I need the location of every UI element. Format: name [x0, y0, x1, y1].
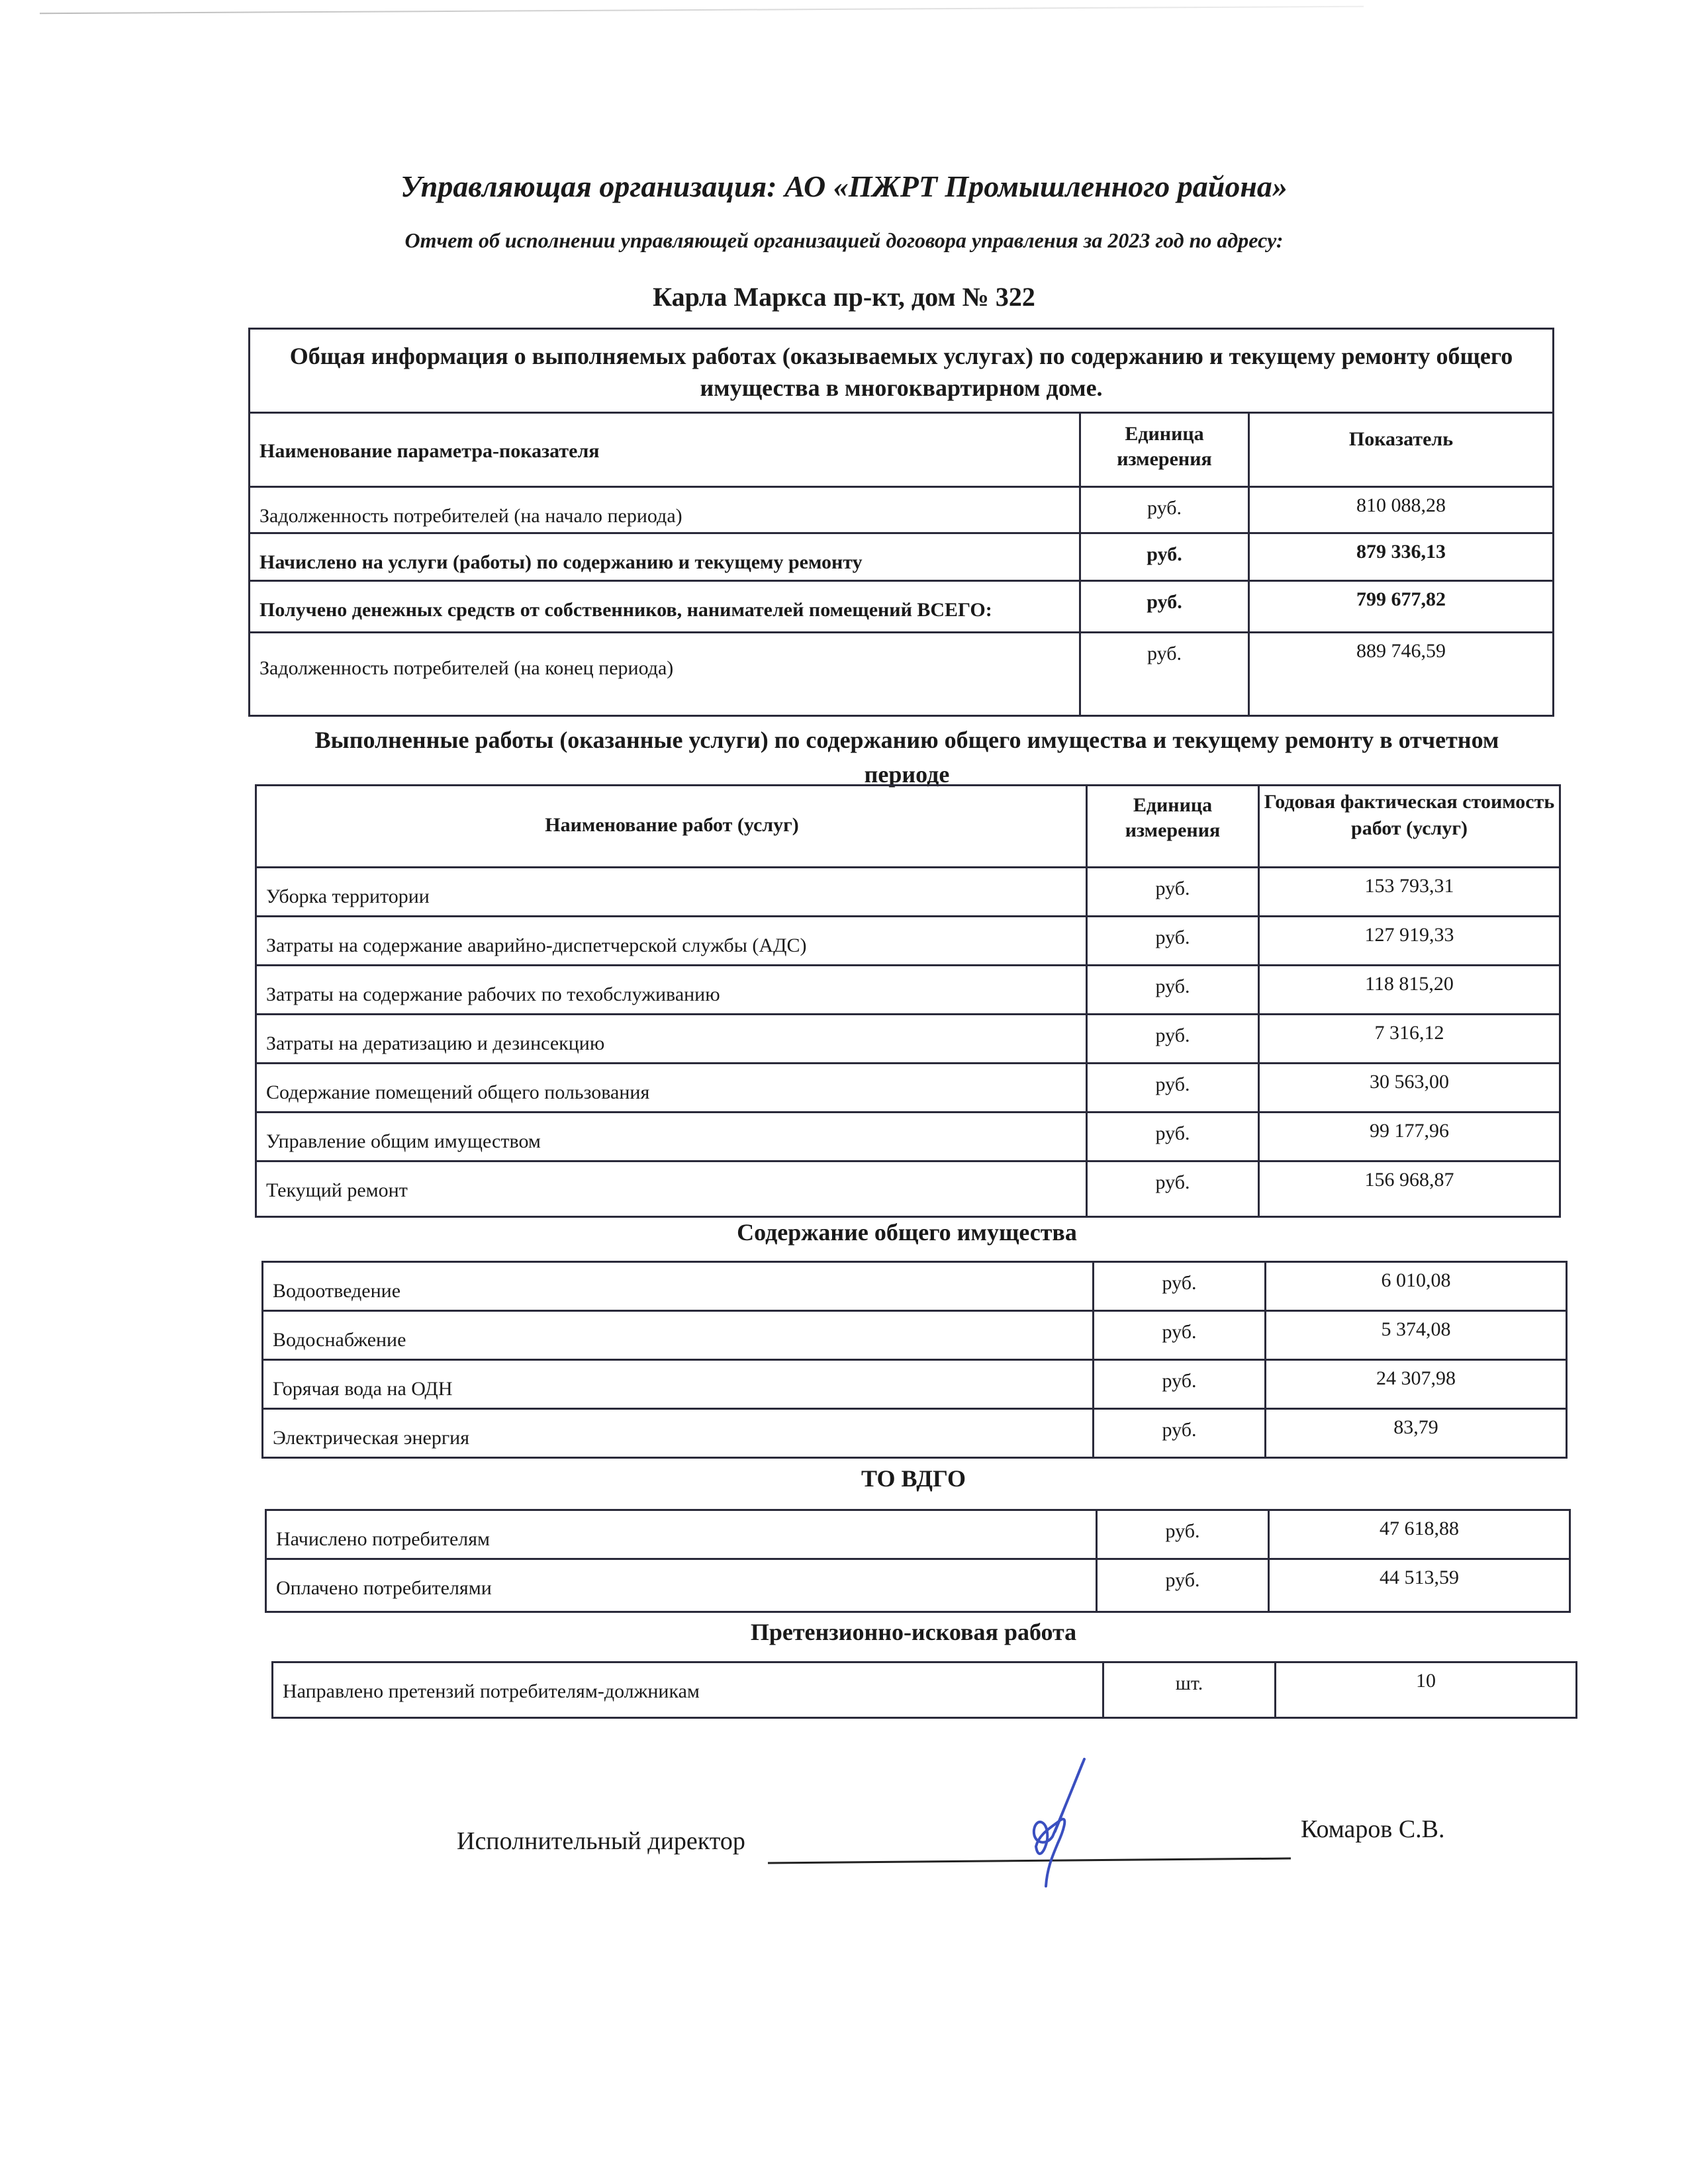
row-value: 24 307,98 [1266, 1360, 1567, 1409]
table-row [263, 1360, 1567, 1409]
address: Карла Маркса пр-кт, дом № 322 [653, 282, 1035, 312]
common-property-heading: Содержание общего имущества [737, 1219, 1077, 1246]
row-unit: руб. [1087, 1161, 1259, 1217]
row-unit: руб. [1080, 487, 1249, 533]
row-name: Затраты на содержание рабочих по техобслуживанию [256, 966, 1087, 1015]
table-row [256, 917, 1560, 966]
table-row [256, 1113, 1560, 1161]
column-header-value: Показатель [1249, 413, 1554, 487]
row-unit: руб. [1080, 581, 1249, 633]
row-name: Управление общим имуществом [256, 1113, 1087, 1161]
row-unit: руб. [1094, 1409, 1266, 1458]
row-value: 30 563,00 [1259, 1064, 1560, 1113]
row-value: 127 919,33 [1259, 917, 1560, 966]
works-table [255, 784, 1561, 1218]
table-row [266, 1510, 1570, 1559]
signature-block [457, 1813, 1463, 1880]
works-heading: Выполненные работы (оказанные услуги) по содержанию общего имущества и текущему ремонту в отчетном периоде [314, 727, 1499, 788]
signer-position: Исполнительный директор [457, 1827, 745, 1855]
row-name: Затраты на дератизацию и дезинсекцию [256, 1015, 1087, 1064]
column-header-cost: Годовая фактическая стоимость работ (услуг) [1259, 786, 1560, 868]
row-value: 156 968,87 [1259, 1161, 1560, 1217]
row-value: 47 618,88 [1269, 1510, 1570, 1559]
row-value: 44 513,59 [1269, 1559, 1570, 1612]
row-name: Начислено потребителям [266, 1510, 1097, 1559]
column-header-param: Наименование параметра-показателя [250, 413, 1080, 487]
row-unit: руб. [1087, 1015, 1259, 1064]
row-name: Задолженность потребителей (на конец периода) [250, 633, 1080, 716]
table-row [256, 868, 1560, 917]
row-name: Электрическая энергия [263, 1409, 1094, 1458]
row-unit: руб. [1087, 966, 1259, 1015]
row-value: 153 793,31 [1259, 868, 1560, 917]
row-name: Водоотведение [263, 1262, 1094, 1311]
row-value: 879 336,13 [1249, 533, 1554, 581]
general-info-title: Общая информация о выполняемых работах (оказываемых услугах) по содержанию и текущему ремонту общего имущества в многоквартирном доме. [250, 329, 1554, 413]
table-row [250, 533, 1554, 581]
table-row [256, 1161, 1560, 1217]
signer-name: Комаров С.В. [1301, 1815, 1445, 1843]
table-row [266, 1559, 1570, 1612]
table-row [250, 581, 1554, 633]
vdgo-table [265, 1509, 1571, 1613]
row-unit: руб. [1094, 1262, 1266, 1311]
row-name: Оплачено потребителями [266, 1559, 1097, 1612]
table-row [263, 1262, 1567, 1311]
row-unit: шт. [1103, 1662, 1276, 1718]
column-header-unit: Единица измерения [1087, 786, 1259, 868]
vdgo-heading: ТО ВДГО [861, 1465, 966, 1492]
row-unit: руб. [1080, 633, 1249, 716]
row-name: Горячая вода на ОДН [263, 1360, 1094, 1409]
table-row [273, 1662, 1577, 1718]
table-row [250, 487, 1554, 533]
row-name: Содержание помещений общего пользования [256, 1064, 1087, 1113]
row-value: 7 316,12 [1259, 1015, 1560, 1064]
table-row [256, 1015, 1560, 1064]
report-subtitle: Отчет об исполнении управляющей организацией договора управления за 2023 год по адресу: [404, 228, 1284, 252]
table-row [263, 1409, 1567, 1458]
row-unit: руб. [1097, 1559, 1269, 1612]
row-unit: руб. [1087, 1113, 1259, 1161]
row-name: Получено денежных средств от собственников, нанимателей помещений ВСЕГО: [250, 581, 1080, 633]
table-row [263, 1311, 1567, 1360]
row-name: Направлено претензий потребителям-должникам [273, 1662, 1103, 1718]
row-value: 810 088,28 [1249, 487, 1554, 533]
column-header-unit: Единица измерения [1080, 413, 1249, 487]
row-value: 99 177,96 [1259, 1113, 1560, 1161]
row-unit: руб. [1087, 917, 1259, 966]
row-unit: руб. [1094, 1311, 1266, 1360]
row-name: Уборка территории [256, 868, 1087, 917]
common-property-table [261, 1261, 1568, 1459]
claims-heading: Претензионно-исковая работа [750, 1619, 1077, 1645]
row-value: 6 010,08 [1266, 1262, 1567, 1311]
row-unit: руб. [1094, 1360, 1266, 1409]
table-row [256, 1064, 1560, 1113]
row-unit: руб. [1080, 533, 1249, 581]
row-name: Текущий ремонт [256, 1161, 1087, 1217]
row-value: 5 374,08 [1266, 1311, 1567, 1360]
row-unit: руб. [1087, 868, 1259, 917]
row-name: Задолженность потребителей (на начало периода) [250, 487, 1080, 533]
row-name: Начислено на услуги (работы) по содержанию и текущему ремонту [250, 533, 1080, 581]
row-unit: руб. [1087, 1064, 1259, 1113]
row-value: 889 746,59 [1249, 633, 1554, 716]
row-value: 118 815,20 [1259, 966, 1560, 1015]
table-row [256, 966, 1560, 1015]
row-value: 10 [1276, 1662, 1577, 1718]
scan-edge-line [40, 6, 1364, 14]
org-title: Управляющая организация: АО «ПЖРТ Промышленного района» [400, 169, 1288, 203]
column-header-work: Наименование работ (услуг) [256, 786, 1087, 868]
claims-table [271, 1661, 1577, 1719]
general-info-table [248, 328, 1554, 717]
row-unit: руб. [1097, 1510, 1269, 1559]
handwritten-signature-icon [1006, 1754, 1099, 1893]
table-row [250, 633, 1554, 716]
row-value: 799 677,82 [1249, 581, 1554, 633]
row-name: Затраты на содержание аварийно-диспетчерской службы (АДС) [256, 917, 1087, 966]
row-value: 83,79 [1266, 1409, 1567, 1458]
row-name: Водоснабжение [263, 1311, 1094, 1360]
